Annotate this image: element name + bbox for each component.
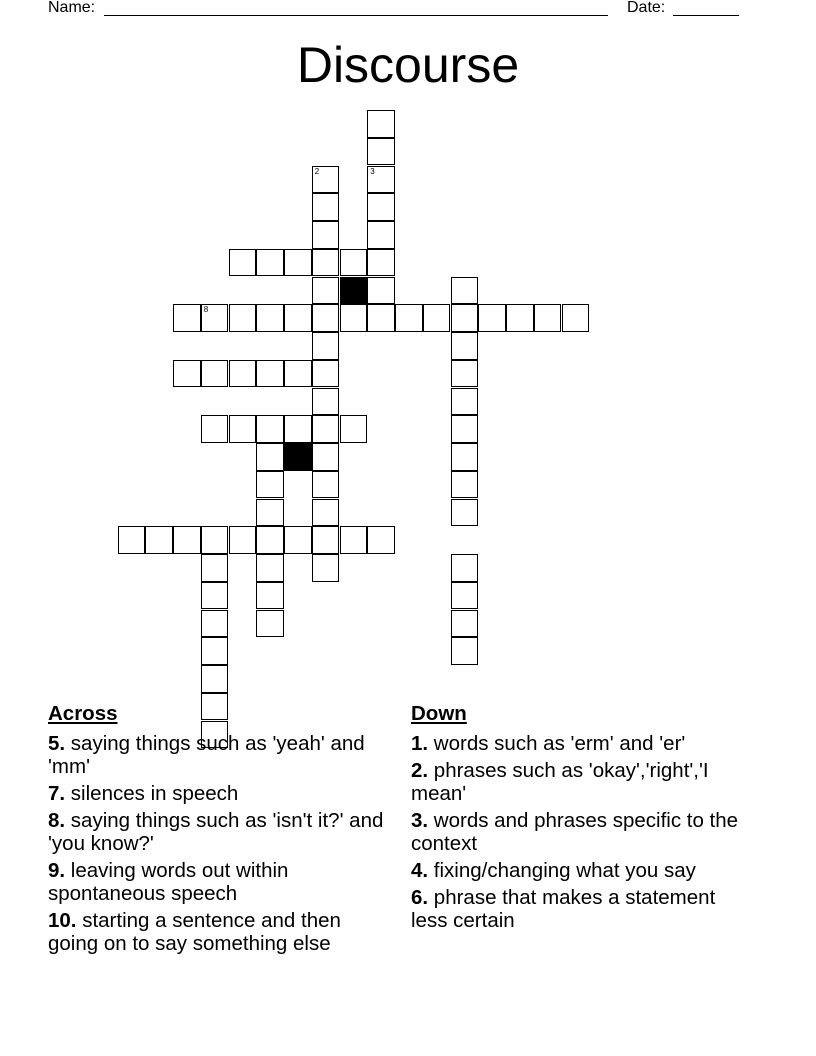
crossword-cell[interactable] <box>118 526 146 554</box>
crossword-cell[interactable] <box>201 554 229 582</box>
crossword-cell[interactable] <box>201 610 229 638</box>
crossword-cell[interactable] <box>451 610 479 638</box>
across-clues <box>48 702 388 959</box>
crossword-cell[interactable] <box>312 277 340 305</box>
crossword-cell[interactable] <box>451 471 479 499</box>
crossword-cell[interactable] <box>340 249 368 277</box>
clue-text: words such as 'erm' and 'er' <box>428 732 686 755</box>
crossword-cell[interactable] <box>312 332 340 360</box>
crossword-cell[interactable] <box>312 388 340 416</box>
down-clue <box>411 859 751 882</box>
clue-number-label: 7. <box>48 782 66 805</box>
crossword-cell[interactable] <box>173 304 201 332</box>
crossword-cell[interactable] <box>312 360 340 388</box>
across-heading: Across <box>48 702 118 725</box>
clue-number-label: 6. <box>411 886 429 909</box>
crossword-cell[interactable] <box>201 415 229 443</box>
crossword-cell[interactable] <box>395 304 423 332</box>
crossword-cell[interactable] <box>451 499 479 527</box>
crossword-cell[interactable] <box>367 277 395 305</box>
clue-text: phrases such as 'okay','right','I mean' <box>411 759 709 805</box>
down-clues <box>411 702 751 936</box>
crossword-cell[interactable] <box>451 332 479 360</box>
clue-text: saying things such as 'yeah' and 'mm' <box>48 732 365 778</box>
clue-number: 3 <box>370 166 375 176</box>
crossword-cell[interactable] <box>562 304 590 332</box>
crossword-cell[interactable] <box>312 526 340 554</box>
clue-text: leaving words out within spontaneous speech <box>48 859 289 905</box>
crossword-cell[interactable] <box>451 554 479 582</box>
crossword-cell[interactable] <box>312 249 340 277</box>
clue-number-label: 8. <box>48 809 66 832</box>
crossword-cell[interactable] <box>229 526 257 554</box>
crossword-cell[interactable] <box>451 582 479 610</box>
crossword-cell[interactable] <box>284 415 312 443</box>
clue-text: words and phrases specific to the context <box>411 809 739 855</box>
crossword-cell[interactable] <box>229 415 257 443</box>
crossword-cell[interactable] <box>256 443 284 471</box>
crossword-cell[interactable] <box>312 415 340 443</box>
black-square <box>340 277 368 305</box>
clue-number-label: 3. <box>411 809 429 832</box>
clue-text: fixing/changing what you say <box>428 859 696 882</box>
crossword-cell[interactable] <box>229 360 257 388</box>
crossword-cell[interactable] <box>312 221 340 249</box>
crossword-cell[interactable] <box>284 249 312 277</box>
date-label: Date: <box>627 0 666 16</box>
crossword-cell[interactable] <box>367 221 395 249</box>
crossword-cell[interactable] <box>423 304 451 332</box>
crossword-cell[interactable] <box>201 526 229 554</box>
across-clue <box>48 732 388 778</box>
crossword-cell[interactable] <box>145 526 173 554</box>
crossword-cell[interactable] <box>201 304 229 332</box>
crossword-cell[interactable] <box>340 304 368 332</box>
crossword-cell[interactable] <box>256 471 284 499</box>
crossword-cell[interactable] <box>312 554 340 582</box>
crossword-cell[interactable] <box>256 360 284 388</box>
crossword-cell[interactable] <box>478 304 506 332</box>
clue-text: silences in speech <box>65 782 239 805</box>
clue-number-label: 9. <box>48 859 66 882</box>
name-label: Name: <box>48 0 96 16</box>
crossword-cell[interactable] <box>534 304 562 332</box>
crossword-cell[interactable] <box>256 249 284 277</box>
crossword-cell[interactable] <box>367 138 395 166</box>
down-clue <box>411 809 751 855</box>
down-clue <box>411 886 751 932</box>
crossword-cell[interactable] <box>340 526 368 554</box>
clue-number: 2 <box>314 166 320 176</box>
crossword-cell[interactable] <box>284 304 312 332</box>
crossword-cell[interactable] <box>256 499 284 527</box>
puzzle-title: Discourse <box>296 37 520 93</box>
across-clue <box>48 809 388 855</box>
crossword-cell[interactable] <box>367 249 395 277</box>
clue-text: starting a sentence and then going on to say something else <box>48 909 341 955</box>
crossword-cell[interactable] <box>367 166 395 194</box>
clue-number: 8 <box>203 305 209 315</box>
crossword-cell[interactable] <box>256 582 284 610</box>
clue-number-label: 2. <box>411 759 429 782</box>
crossword-cell[interactable] <box>256 415 284 443</box>
crossword-cell[interactable] <box>367 193 395 221</box>
crossword-cell[interactable] <box>229 249 257 277</box>
crossword-cell[interactable] <box>451 637 479 665</box>
crossword-cell[interactable] <box>256 304 284 332</box>
crossword-cell[interactable] <box>451 360 479 388</box>
crossword-cell[interactable] <box>367 110 395 138</box>
crossword-cell[interactable] <box>312 193 340 221</box>
crossword-cell[interactable] <box>173 526 201 554</box>
crossword-cell[interactable] <box>256 554 284 582</box>
clue-number-label: 5. <box>48 732 66 755</box>
crossword-cell[interactable] <box>201 637 229 665</box>
crossword-cell[interactable] <box>201 665 229 693</box>
crossword-cell[interactable] <box>451 304 479 332</box>
crossword-cell[interactable] <box>256 526 284 554</box>
crossword-cell[interactable] <box>229 304 257 332</box>
across-clue <box>48 909 388 955</box>
crossword-cell[interactable] <box>451 277 479 305</box>
clue-number: 10 <box>287 444 296 453</box>
clue-number-label: 1. <box>411 732 429 755</box>
crossword-cell[interactable] <box>312 443 340 471</box>
crossword-cell[interactable] <box>201 582 229 610</box>
crossword-cell[interactable] <box>340 415 368 443</box>
crossword-cell[interactable] <box>367 526 395 554</box>
crossword-cell[interactable] <box>312 499 340 527</box>
crossword-cell[interactable] <box>451 415 479 443</box>
clue-text: phrase that makes a statement less certain <box>411 886 716 932</box>
crossword-cell[interactable] <box>201 360 229 388</box>
crossword-cell[interactable] <box>451 443 479 471</box>
crossword-cell[interactable] <box>256 610 284 638</box>
across-clue <box>48 782 388 805</box>
clue-number-label: 10. <box>48 909 77 932</box>
black-square <box>284 443 312 471</box>
crossword-cell[interactable] <box>284 360 312 388</box>
crossword-cell[interactable] <box>451 388 479 416</box>
crossword-cell[interactable] <box>312 304 340 332</box>
down-heading: Down <box>411 702 467 725</box>
down-clue <box>411 732 751 755</box>
crossword-cell[interactable] <box>367 304 395 332</box>
crossword-cell[interactable] <box>506 304 534 332</box>
crossword-cell[interactable] <box>312 166 340 194</box>
across-clue <box>48 859 388 905</box>
crossword-cell[interactable] <box>284 526 312 554</box>
crossword-cell[interactable] <box>312 471 340 499</box>
down-clue <box>411 759 751 805</box>
clue-number-label: 4. <box>411 859 429 882</box>
clue-text: saying things such as 'isn't it?' and 'you know?' <box>48 809 384 855</box>
crossword-cell[interactable] <box>173 360 201 388</box>
